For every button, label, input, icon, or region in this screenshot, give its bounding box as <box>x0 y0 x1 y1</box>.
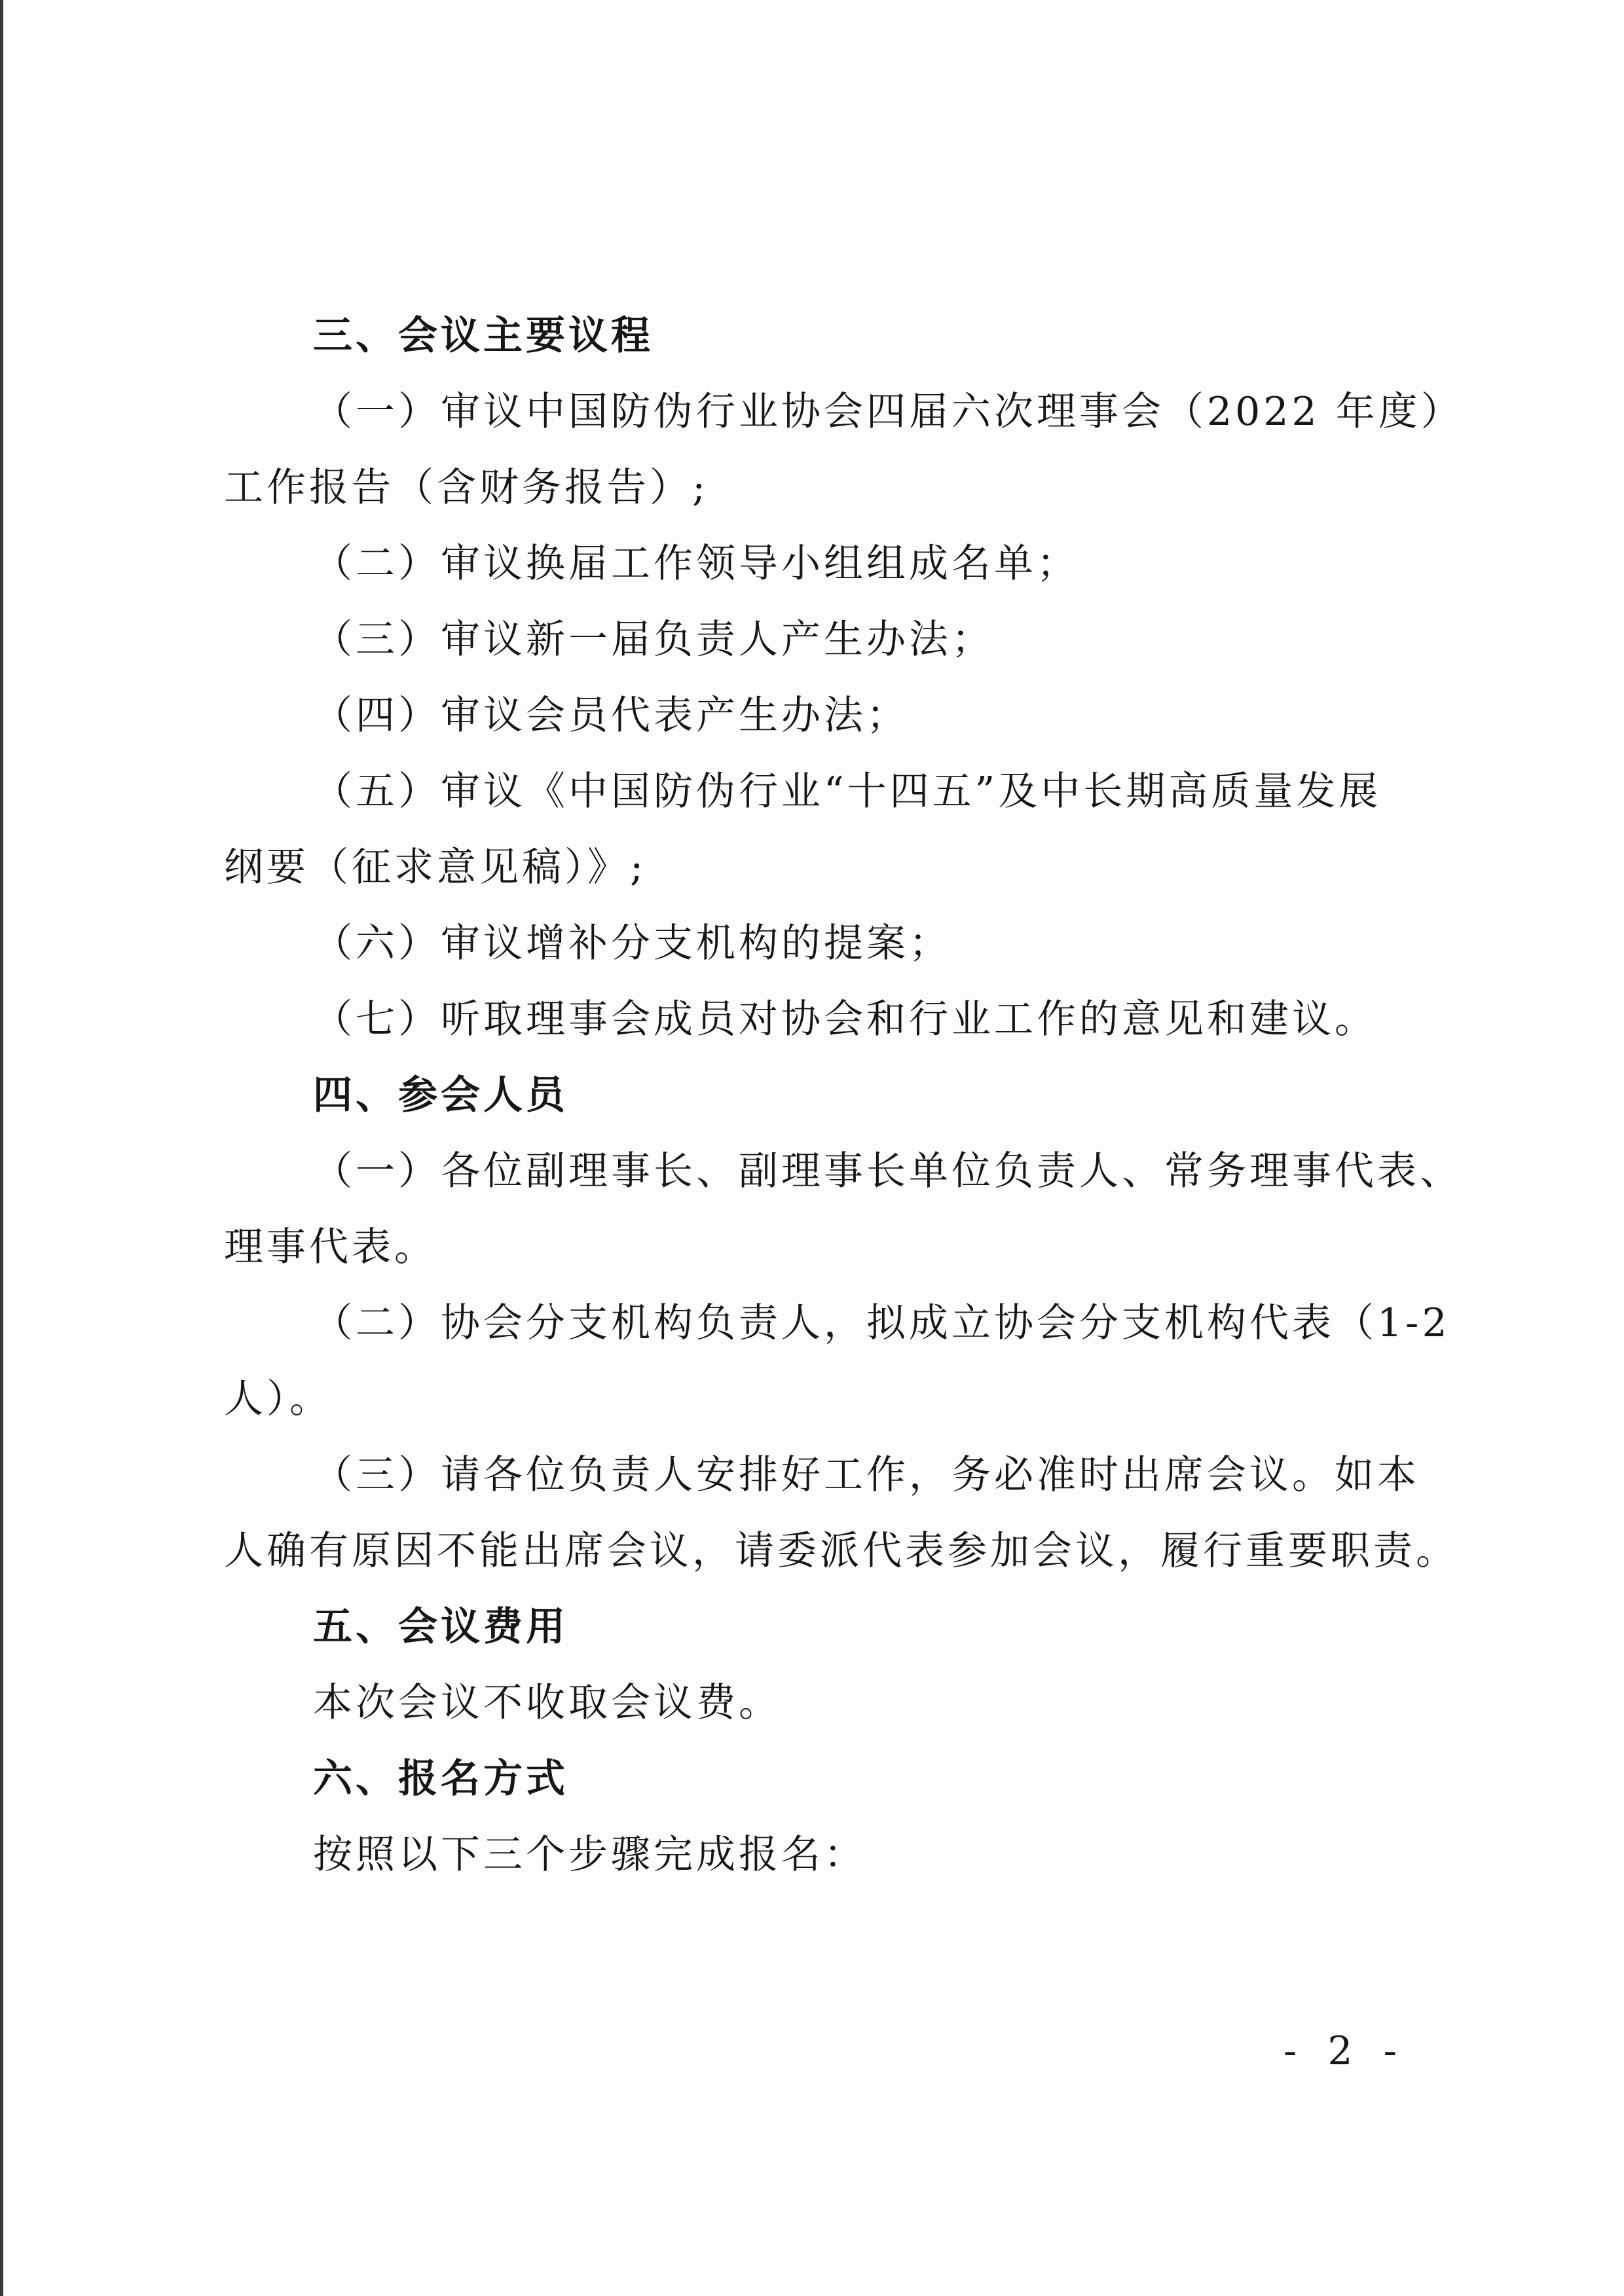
agenda-item-7: （七）听取理事会成员对协会和行业工作的意见和建议。 <box>313 996 1377 1042</box>
fee-text: 本次会议不收取会议费。 <box>313 1680 781 1726</box>
agenda-item-5-line-1: （五）审议《中国防伪行业“十四五”及中长期高质量发展 <box>313 769 1382 814</box>
agenda-item-1-line-1: （一）审议中国防伪行业协会四届六次理事会（2022 年度） <box>313 389 1464 435</box>
section-heading-fees: 五、会议费用 <box>313 1604 568 1650</box>
section-heading-attendees: 四、参会人员 <box>313 1072 568 1118</box>
agenda-item-5-line-2: 纲要（征求意见稿）》; <box>224 845 647 890</box>
attendee-item-3-line-2: 人确有原因不能出席会议，请委派代表参加会议，履行重要职责。 <box>224 1528 1458 1574</box>
attendee-item-3-line-1: （三）请各位负责人安排好工作，务必准时出席会议。如本 <box>313 1452 1420 1498</box>
agenda-item-1-line-2: 工作报告（含财务报告）; <box>224 465 709 511</box>
agenda-item-3: （三）审议新一届负责人产生办法； <box>313 617 994 663</box>
attendee-item-2-line-2: 人）。 <box>224 1376 332 1422</box>
agenda-item-2: （二）审议换届工作领导小组组成名单； <box>313 541 1079 587</box>
agenda-item-4: （四）审议会员代表产生办法； <box>313 693 909 738</box>
document-body <box>224 298 1464 1893</box>
scan-edge-line <box>0 0 3 2296</box>
attendee-item-1-line-2: 理事代表。 <box>224 1224 437 1270</box>
section-heading-agenda: 三、会议主要议程 <box>313 313 654 359</box>
agenda-item-6: （六）审议增补分支机构的提案； <box>313 920 951 966</box>
signup-text: 按照以下三个步骤完成报名： <box>313 1832 866 1878</box>
attendee-item-2-line-1: （二）协会分支机构负责人，拟成立协会分支机构代表（1-2 <box>313 1300 1450 1346</box>
page-number: - 2 - <box>1283 2028 1406 2074</box>
section-heading-signup: 六、报名方式 <box>313 1756 568 1802</box>
attendee-item-1-line-1: （一）各位副理事长、副理事长单位负责人、常务理事代表、 <box>313 1148 1462 1194</box>
